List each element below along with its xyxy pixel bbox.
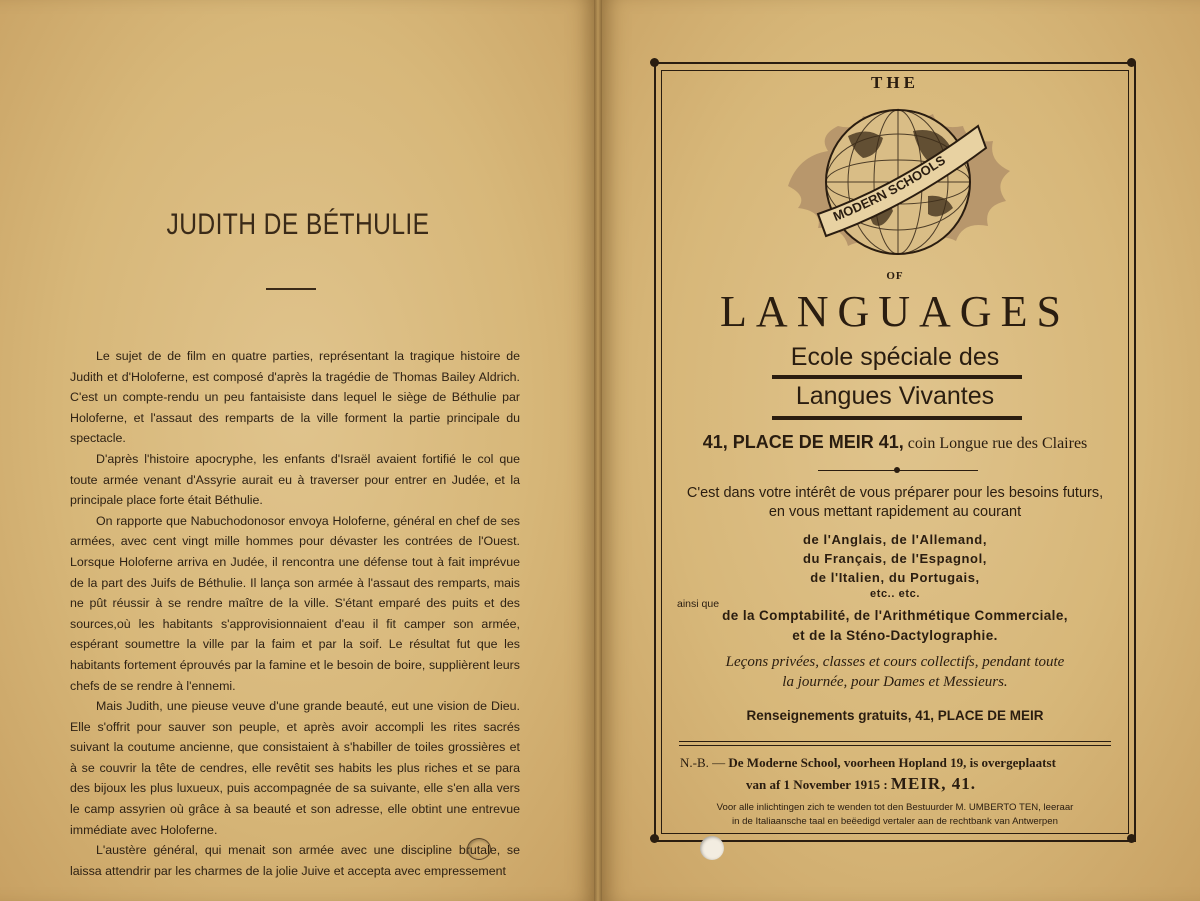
ad-langues-line: Langues Vivantes [795,382,995,410]
page-title: JUDITH DE BÉTHULIE [166,208,430,241]
address-corner: coin Longue rue des Claires [907,435,1088,452]
ad-address [661,432,1129,453]
ad-bar [772,416,1022,420]
nota-bene [680,752,1120,795]
ad-intro [661,484,1129,522]
paragraph: D'après l'histoire apocryphe, les enfants d'Israël avaient fortifié le col que toute armée venant d'Assyrie aurait eu à traverser pour entrer en Judée, et la principale place forte était Béthulie. [70,451,520,508]
title-rule [266,288,316,290]
ad-small-print [661,801,1129,829]
article-body [70,346,520,881]
nb-meir: MEIR, 41. [890,774,976,793]
ad-bar [772,375,1022,379]
language-list [661,530,1129,601]
nb-date: van af 1 November 1915 : [746,777,888,792]
rule [679,741,1111,742]
intro-line: C'est dans votre intérêt de vous préparer pour les besoins futurs, [686,485,1104,501]
ad-ecole-line: Ecole spéciale des [790,343,1000,371]
paragraph: Mais Judith, une pieuse veuve d'une grande beauté, eut une vision de Dieu. Elle s'offrit pour sauver son peuple, et après avoir accompli les rites sacrés suivant la coutume ancienne, que consistaient à s'habiller de toiles grossières et à se couvrir la tête de cendres, elle revêtit ses habits les plus riches et se para des bijoux les plus luxueux, puis accompagnée de sa suivante, elle s'en alla vers le camp assyrien où grâce à sa beauté et son adresse, elle obtint une entrevue immédiate avec Holoferne. [70,699,520,837]
ad-the: THE [871,73,919,92]
punch-hole [700,836,724,860]
corner-dot [650,58,659,67]
language-line: etc.. etc. [869,588,921,600]
lecons-line: la journée, pour Dames et Messieurs. [782,674,1008,690]
corner-dot [650,834,659,843]
language-line: du Français, de l'Espagnol, [803,551,987,566]
ad-renseignements: Renseignements gratuits, 41, PLACE DE MEIR [746,708,1044,723]
corner-dot [1127,58,1136,67]
language-line: de l'Anglais, de l'Allemand, [802,532,988,547]
ad-of: OF [886,270,904,282]
ornament-dot [894,467,900,473]
paragraph: On rapporte que Nabuchodonosor envoya Holoferne, général en chef de ses armées, avec cent vingt mille hommes pour dévaster les contrées de l'Ouest. Lorsque Holoferne arriva en Judée, il rencontra une défense tout à fait imprévue de la part des Juifs de Béthulie. Il lança son armée à l'assaut des remparts, mais ne pût réussir à se rendre maître de la ville. S'étant emparé des puits et des sources,où les habitants s'approvisionnaient d'eau il fit camper son armée, espérant soumettre la ville par la faim et par la soif. Le résultat fut que les habitants fortement éprouvés par la famine et le besoin de boire, supplièrent leurs chefs de se rendre à l'ennemi. [70,513,520,693]
rule [679,745,1111,746]
paragraph: L'austère général, qui menait son armée avec une discipline brutale, se laissa attendrir par les charmes de la jolie Juive et accepta avec empressement [70,843,520,878]
book-gutter [594,0,602,901]
stain-mark [467,838,491,860]
language-line: de l'Italien, du Portugais, [810,570,980,585]
intro-line: en vous mettant rapidement au courant [768,504,1022,520]
address-main: 41, PLACE DE MEIR 41, [702,432,904,452]
ainsi-que-label: ainsi que [677,598,720,610]
nb-line: De Moderne School, voorheen Hopland 19, is overgeplaatst [728,755,1056,770]
ad-lecons [661,652,1129,692]
compta-line: de la Comptabilité, de l'Arithmétique Commerciale, [722,608,1068,623]
globe-logo-icon [778,96,1018,268]
nb-prefix: N.-B. — [680,755,726,770]
compta-line: et de la Sténo-Dactylographie. [792,628,998,643]
paragraph: Le sujet de de film en quatre parties, représentant la tragique histoire de Judith et d'Holoferne, est composé d'après la tragédie de Thomas Bailey Aldrich. C'est un compte-rendu un peu fantaisiste dans lequel le siège de Béthulie par Holoferne, et l'assaut des remparts de la ville forment la partie principale du spectacle. [70,349,520,446]
ad-languages-heading: LANGUAGES [720,287,1070,336]
logo-banner-text: MODERN SCHOOLS [830,152,949,225]
small-print-line: in de Italiaansche taal en beëedigd vertaler aan de rechtbank van Antwerpen [732,816,1058,827]
ad-compta [661,606,1129,646]
corner-dot [1127,834,1136,843]
lecons-line: Leçons privées, classes et cours collectifs, pendant toute [725,654,1065,670]
small-print-line: Voor alle inlichtingen zich te wenden tot den Bestuurder M. UMBERTO TEN, leeraar [716,802,1074,813]
